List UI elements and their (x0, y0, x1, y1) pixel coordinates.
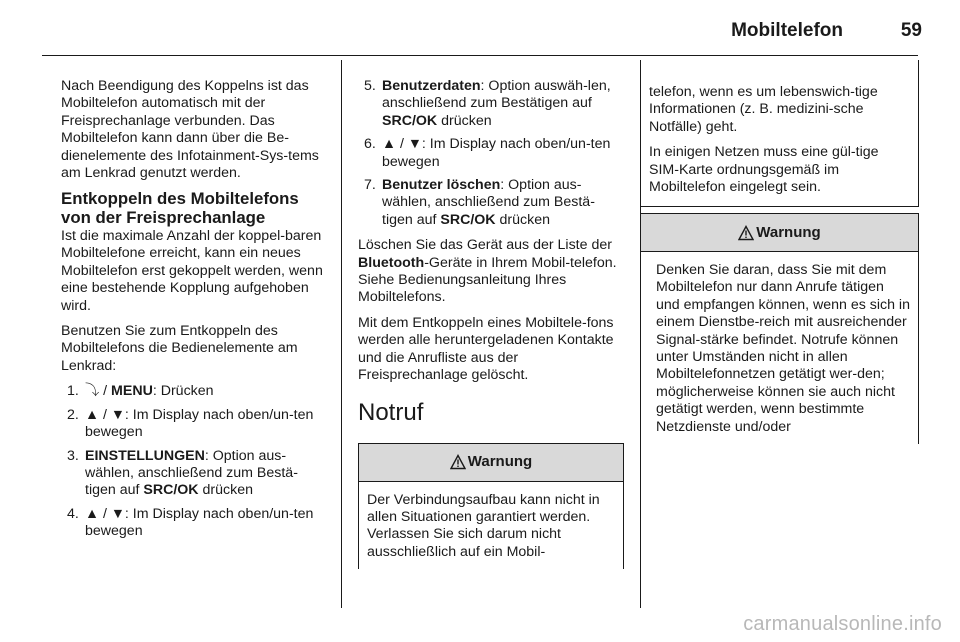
paragraph: Ist die maximale Anzahl der koppel-baren Mobiltelefone erreicht, kann ein neues Mobiltelefon erst gekoppelt werden, wenn eine bestehende Kopplung aufgehoben wird. (61, 228, 323, 314)
warning-box (358, 443, 624, 570)
warning-continuation-box (640, 60, 919, 207)
list-item: 4. ▲ / ▼: Im Display nach oben/un-ten bewegen (67, 505, 314, 540)
warning-header (359, 444, 623, 482)
section-title: Notruf (358, 398, 424, 426)
warning-text: Denken Sie daran, dass Sie mit dem Mobiltelefon nur dann Anrufe tätigen und empfangen können, wenn es sich in einem Dienstbe-reich mit ausreichender Signal-stärke befindet. Notrufe können unter Umständen nicht in allen Mobiltelefonnetzen getätigt wer-den; möglicherweise können sie auch nicht getätigt werden, wenn bestimmte Netzdienste und/oder (656, 262, 910, 435)
warning-icon (450, 454, 466, 470)
section-heading: Entkoppeln des Mobiltelefons von der Freisprechanlage (61, 189, 299, 228)
column-2 (358, 78, 624, 569)
page-header (0, 0, 960, 60)
step-list (61, 383, 326, 540)
warning-text: Der Verbindungsaufbau kann nicht in allen Situationen garantiert werden. Verlassen Sie sich darum nicht ausschließlich auf ein Mobil- (367, 491, 600, 560)
list-item: 1. ⤵ / MENU: Drücken (67, 383, 214, 400)
paragraph: Löschen Sie das Gerät aus der Liste der Bluetooth-Geräte in Ihrem Mobil-telefon. Siehe Bedienungsanleitung Ihres Mobiltelefons. (358, 237, 617, 306)
list-item: 5. Benutzerdaten: Option auswäh-len, anschließend zum Bestätigen auf SRC/OK drücken (364, 78, 611, 129)
page-number: 59 (900, 20, 922, 41)
list-item: 7. Benutzer löschen: Option aus-wählen, anschließend zum Bestä-tigen auf SRC/OK drücken (364, 177, 595, 228)
warning-box (640, 213, 919, 444)
paragraph: Benutzen Sie zum Entkoppeln des Mobiltelefons die Bedienelemente am Lenkrad: (61, 323, 298, 374)
step-list (358, 78, 624, 229)
paragraph: telefon, wenn es um lebenswich-tige Informationen (z. B. medizini-sche Notfälle) geht. (649, 84, 878, 135)
header-rule (42, 55, 918, 56)
paragraph: Nach Beendigung des Koppelns ist das Mobiltelefon automatisch mit der Freisprechanlage verbunden. Das Mobiltelefon kann dann über die Be-dienelemente des Infotainment-Sys-tems am Lenkrad genutzt werden. (61, 78, 319, 182)
column-divider (341, 60, 342, 608)
column-1 (61, 78, 326, 549)
warning-icon (738, 225, 754, 241)
watermark: carmanualsonline.info (743, 613, 942, 635)
warning-title: Warnung (756, 223, 821, 241)
warning-header (641, 214, 918, 252)
phone-hook-icon: ⤵ (85, 383, 100, 400)
column-3 (640, 213, 919, 444)
paragraph: In einigen Netzen muss eine gül-tige SIM-Karte ordnungsgemäß im Mobiltelefon eingelegt sein. (649, 144, 879, 196)
list-item: 6. ▲ / ▼: Im Display nach oben/un-ten bewegen (364, 136, 611, 170)
page-title: Mobiltelefon (731, 20, 843, 41)
paragraph: Mit dem Entkoppeln eines Mobiltele-fons werden alle heruntergeladenen Kontakte und die Anrufliste aus der Freisprechanlage gelöscht. (358, 314, 614, 384)
page-footer (0, 606, 960, 642)
warning-title: Warnung (467, 453, 533, 471)
list-item: 3. EINSTELLUNGEN: Option aus-wählen, anschließend zum Bestä-tigen auf SRC/OK drücken (67, 447, 298, 499)
list-item: 2. ▲ / ▼: Im Display nach oben/un-ten bewegen (67, 406, 314, 441)
